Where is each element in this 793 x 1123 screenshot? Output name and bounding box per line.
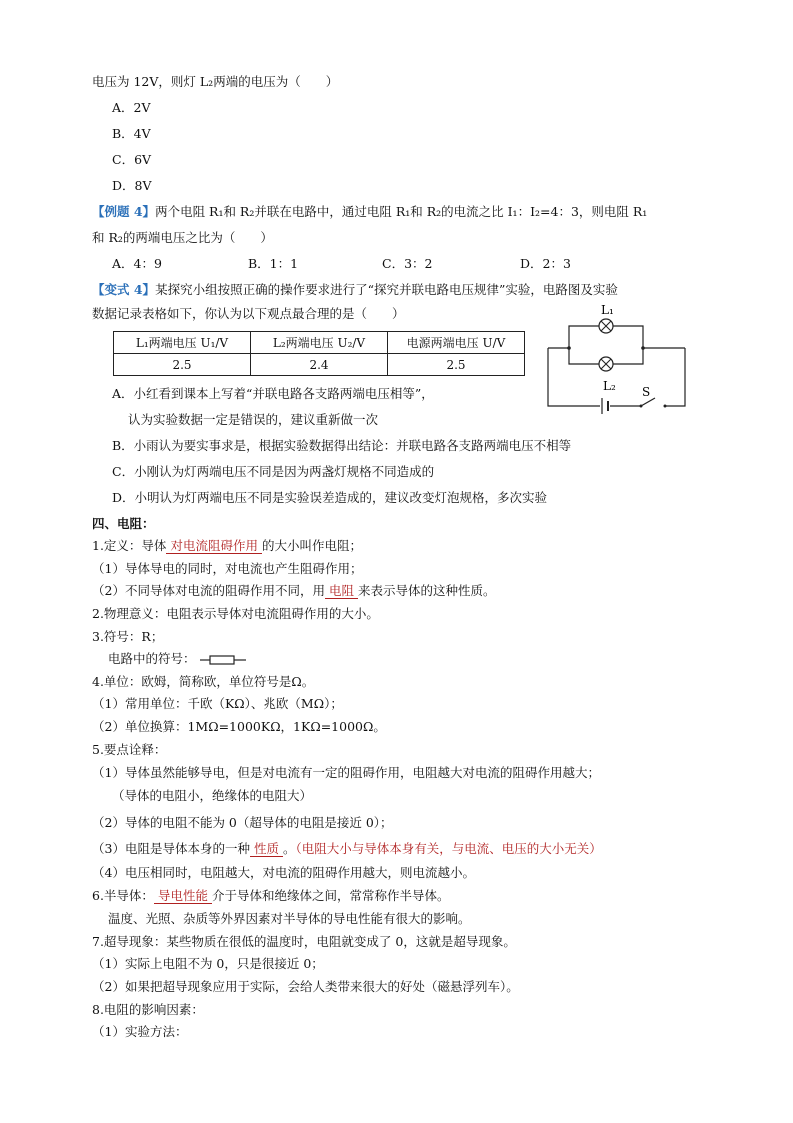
definition-8: 8.电阻的影响因素： bbox=[92, 1002, 204, 1017]
definition-6a: 温度、光照、杂质等外界因素对半导体的导电性能有很大的影响。 bbox=[108, 911, 471, 926]
def1-fill: 对电流阻碍作用 bbox=[166, 538, 262, 554]
table-header: 电源两端电压 U/V bbox=[388, 332, 525, 354]
table-header: L₂两端电压 U₂/V bbox=[251, 332, 388, 354]
def6-suffix: 介于导体和绝缘体之间，常常称作半导体。 bbox=[211, 888, 450, 903]
variant-4-line1: 某探究小组按照正确的操作要求进行了“探究并联电路电压规律”实验，电路图及实验 bbox=[155, 282, 618, 297]
definition-5d: （4）电压相同时，电阻越大，对电流的阻碍作用越大，则电流越小。 bbox=[92, 865, 475, 880]
option-d: D．8V bbox=[112, 178, 152, 193]
def1b-prefix: （2）不同导体对电流的阻碍作用不同，用 bbox=[92, 583, 325, 598]
example-4 bbox=[92, 203, 647, 221]
lamp-l1-icon bbox=[599, 319, 613, 333]
def1b-suffix: 来表示导体的这种性质。 bbox=[357, 583, 496, 598]
ex4-option-d: D．2：3 bbox=[520, 256, 571, 271]
var4-option-c: C．小刚认为灯两端电压不同是因为两盏灯规格不同造成的 bbox=[112, 464, 435, 479]
definition-5c bbox=[92, 840, 602, 858]
def5c-fill: 性质 bbox=[250, 841, 283, 857]
battery-icon bbox=[600, 398, 610, 414]
example-4-line1: 两个电阻 R₁和 R₂并联在电路中，通过电阻 R₁和 R₂的电流之比 I₁：I₂=4：3，则电阻 R₁ bbox=[155, 204, 648, 219]
definition-3: 3.符号：R； bbox=[92, 629, 164, 644]
def1-suffix: 的大小叫作电阻； bbox=[261, 538, 362, 553]
def5c-note: （电阻大小与导体本身有关，与电流、电压的大小无关） bbox=[295, 841, 602, 856]
definition-4a: （1）常用单位：千欧（KΩ）、兆欧（MΩ）； bbox=[92, 696, 343, 711]
definition-5: 5.要点诠释： bbox=[92, 742, 167, 757]
resistor-icon bbox=[200, 654, 246, 666]
definition-3a bbox=[108, 650, 246, 668]
label-l2: L₂ bbox=[603, 379, 616, 393]
def6-fill: 导电性能 bbox=[154, 888, 212, 904]
def6-prefix: 6.半导体： bbox=[92, 888, 154, 903]
def1b-fill: 电阻 bbox=[325, 583, 358, 599]
circuit-diagram bbox=[540, 296, 700, 416]
definition-5b: （2）导体的电阻不能为 0（超导体的电阻是接近 0）； bbox=[92, 815, 393, 830]
question-tail: 电压为 12V，则灯 L₂两端的电压为（ ） bbox=[92, 74, 339, 89]
example-4-tag: 【例题 4】 bbox=[92, 204, 156, 219]
variant-4 bbox=[92, 281, 618, 299]
definition-4b: （2）单位换算：1MΩ=1000KΩ，1KΩ=1000Ω。 bbox=[92, 719, 386, 734]
def5c-prefix: （3）电阻是导体本身的一种 bbox=[92, 841, 250, 856]
label-switch: S bbox=[642, 385, 651, 399]
var4-option-d: D．小明认为灯两端电压不同是实验误差造成的，建议改变灯泡规格，多次实验 bbox=[112, 490, 548, 505]
ex4-option-c: C．3：2 bbox=[382, 256, 433, 271]
var4-option-a1: A．小红看到课本上写着“并联电路各支路两端电压相等”， bbox=[112, 386, 434, 401]
definition-4: 4.单位：欧姆，简称欧，单位符号是Ω。 bbox=[92, 674, 315, 689]
option-a: A．2V bbox=[112, 100, 151, 115]
lamp-l2-icon bbox=[599, 357, 613, 371]
definition-1a: （1）导体导电的同时，对电流也产生阻碍作用； bbox=[92, 561, 363, 576]
option-c: C．6V bbox=[112, 152, 152, 167]
table-cell: 2.4 bbox=[251, 354, 388, 376]
ex4-option-a: A．4：9 bbox=[112, 256, 162, 271]
option-b: B．4V bbox=[112, 126, 151, 141]
definition-5a: （1）导体虽然能够导电，但是对电流有一定的阻碍作用，电阻越大对电流的阻碍作用越大； bbox=[92, 765, 600, 780]
variant-4-tag: 【变式 4】 bbox=[92, 282, 156, 297]
variant-4-line2: 数据记录表格如下，你认为以下观点最合理的是（ ） bbox=[92, 306, 405, 321]
table-cell: 2.5 bbox=[388, 354, 525, 376]
var4-option-b: B．小雨认为要实事求是，根据实验数据得出结论：并联电路各支路两端电压不相等 bbox=[112, 438, 572, 453]
definition-2: 2.物理意义：电阻表示导体对电流阻碍作用的大小。 bbox=[92, 606, 379, 621]
definition-1 bbox=[92, 537, 362, 555]
data-table bbox=[113, 331, 525, 376]
definition-7a: （1）实际上电阻不为 0，只是很接近 0； bbox=[92, 956, 324, 971]
table-header: L₁两端电压 U₁/V bbox=[114, 332, 251, 354]
example-4-line2: 和 R₂的两端电压之比为（ ） bbox=[92, 230, 273, 245]
table-cell: 2.5 bbox=[114, 354, 251, 376]
var4-option-a2: 认为实验数据一定是错误的，建议重新做一次 bbox=[128, 412, 379, 427]
symbol-label: 电路中的符号： bbox=[108, 651, 196, 666]
definition-1b bbox=[92, 582, 496, 600]
label-l1: L₁ bbox=[601, 303, 614, 317]
definition-8a: （1）实验方法： bbox=[92, 1024, 188, 1039]
table-header-row bbox=[114, 332, 525, 354]
def5c-mid: 。 bbox=[282, 841, 296, 856]
definition-7b: （2）如果把超导现象应用于实际，会给人类带来很大的好处（磁悬浮列车）。 bbox=[92, 979, 519, 994]
definition-6 bbox=[92, 887, 449, 905]
def1-prefix: 1.定义：导体 bbox=[92, 538, 167, 553]
ex4-option-b: B．1：1 bbox=[248, 256, 299, 271]
definition-7: 7.超导现象：某些物质在很低的温度时，电阻就变成了 0，这就是超导现象。 bbox=[92, 934, 516, 949]
definition-5a2: （导体的电阻小，绝缘体的电阻大） bbox=[112, 788, 313, 803]
section-title: 四、电阻： bbox=[92, 516, 155, 531]
table-row bbox=[114, 354, 525, 376]
